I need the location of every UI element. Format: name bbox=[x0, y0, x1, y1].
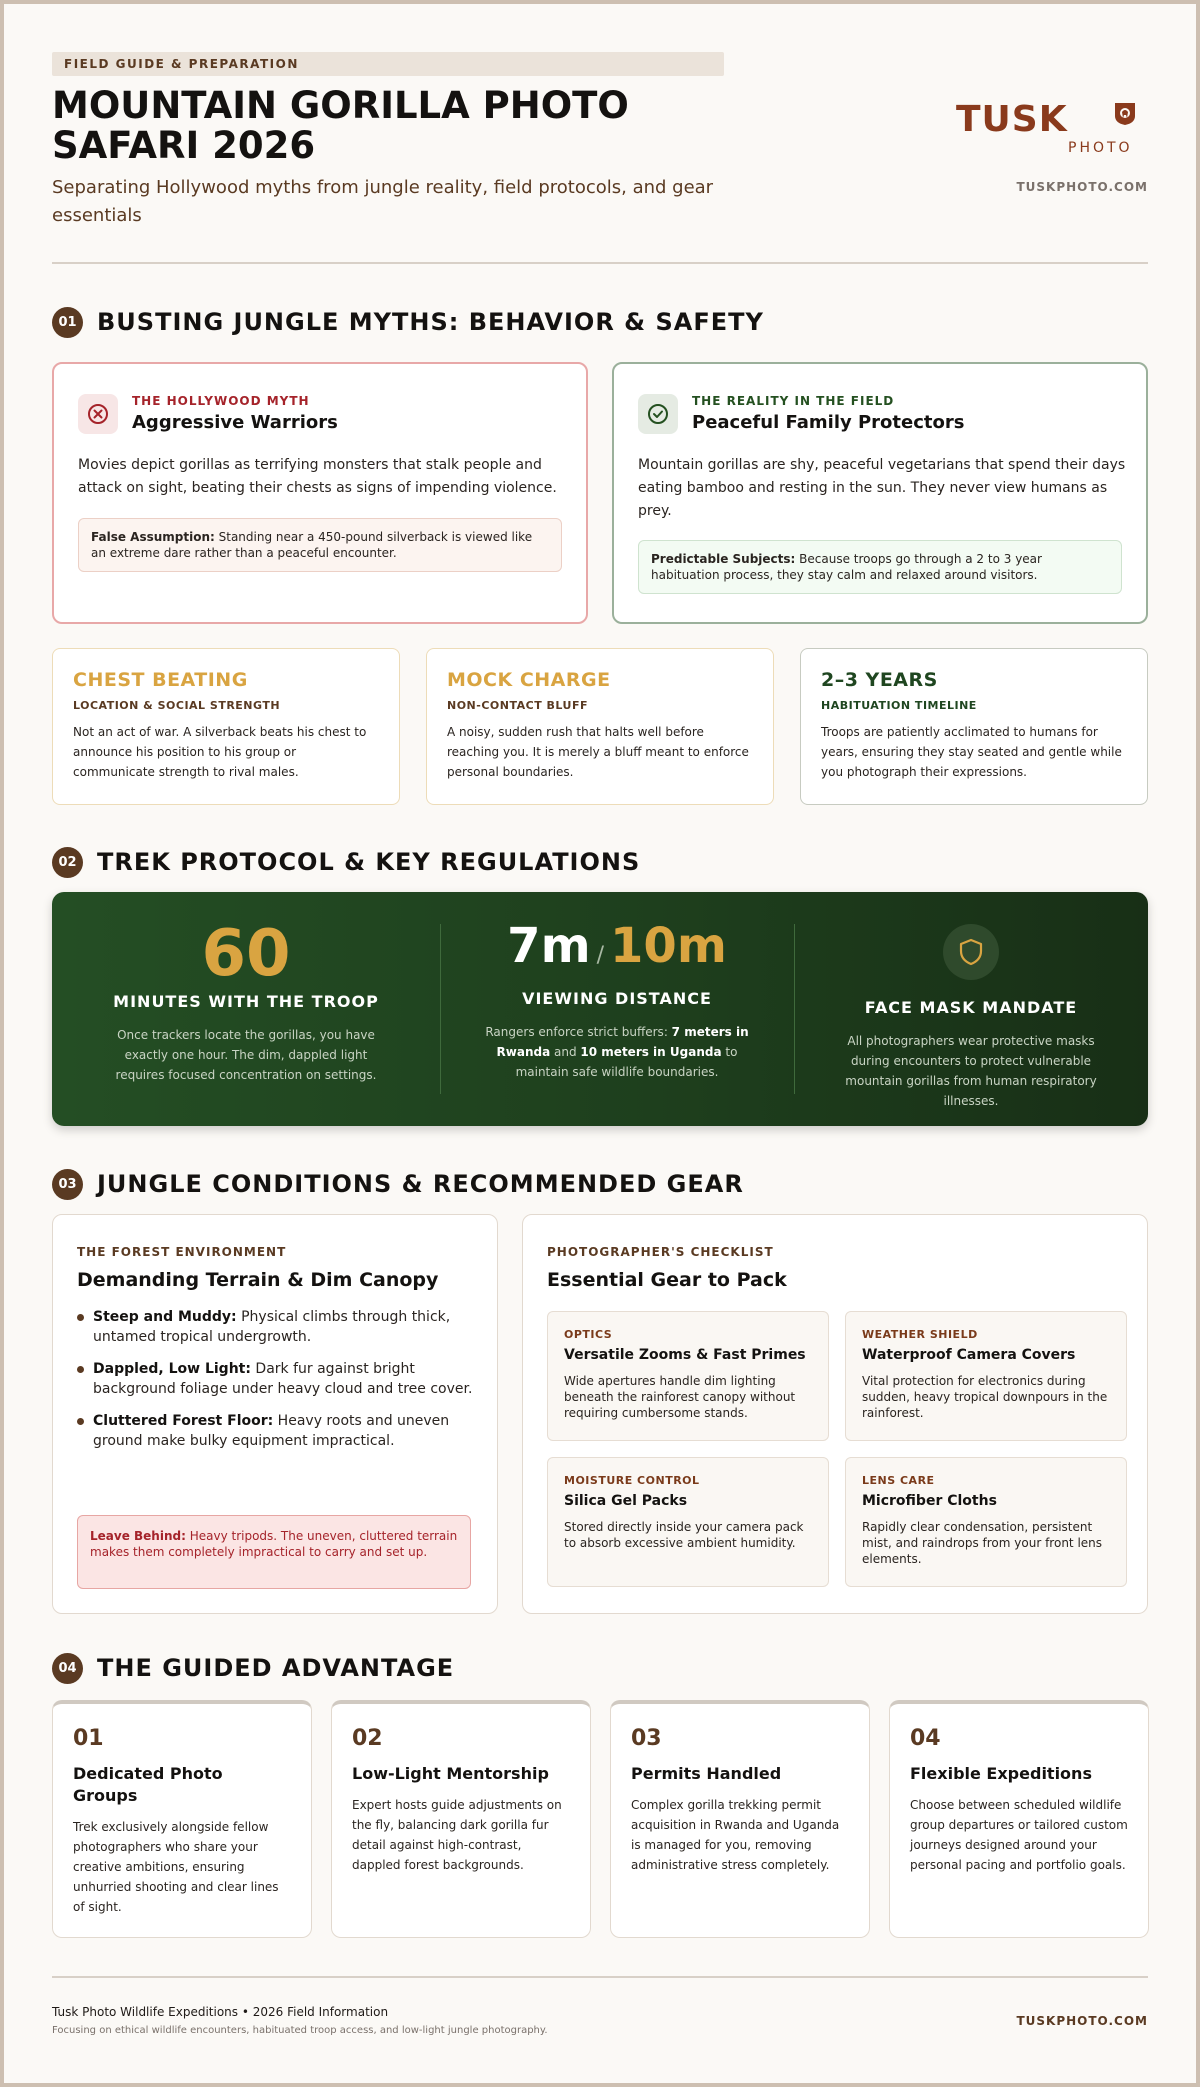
advantage-number: 02 bbox=[352, 1726, 383, 1751]
gear-item-desc: Vital protection for electronics during sudden, heavy tropical downpours in the rainforest. bbox=[862, 1374, 1108, 1420]
logo-subword: PHOTO bbox=[1068, 140, 1133, 156]
section-number: 01 bbox=[52, 307, 83, 338]
advantage-body: Expert hosts guide adjustments on the fly, balancing dark gorilla fur detail against high-contrast, dappled forest backgrounds. bbox=[352, 1798, 562, 1872]
myth-note-text: Standing near a 450-pound silverback is viewed like an extreme dare rather than a peaceful encounter. bbox=[91, 530, 533, 560]
protocol-mask bbox=[794, 892, 1148, 1126]
fact-body: Troops are patiently acclimated to humans for years, ensuring they stay seated and gentle while you photograph their expressions. bbox=[821, 725, 1122, 779]
gear-item-name: Versatile Zooms & Fast Primes bbox=[564, 1347, 806, 1363]
section-number: 04 bbox=[52, 1653, 83, 1684]
section-number: 02 bbox=[52, 847, 83, 878]
list-item bbox=[77, 1359, 473, 1399]
environment-title: Demanding Terrain & Dim Canopy bbox=[77, 1269, 439, 1291]
distance-text-3: to maintain safe wildlife boundaries. bbox=[515, 1045, 738, 1079]
list-item bbox=[77, 1411, 473, 1451]
site-url-bottom[interactable]: TUSKPHOTO.COM bbox=[1016, 2014, 1148, 2028]
gear-title: Essential Gear to Pack bbox=[547, 1269, 787, 1291]
gear-item-desc: Stored directly inside your camera pack to absorb excessive ambient humidity. bbox=[564, 1520, 804, 1550]
divider bbox=[52, 262, 1148, 264]
gear-item-weather bbox=[845, 1311, 1127, 1441]
distance-text bbox=[479, 1022, 755, 1082]
advantage-number: 01 bbox=[73, 1726, 104, 1751]
gear-item-tag: MOISTURE CONTROL bbox=[564, 1474, 700, 1487]
section-heading-protocol bbox=[52, 846, 640, 878]
kicker-label: FIELD GUIDE & PREPARATION bbox=[52, 52, 724, 76]
distance-text-1: Rangers enforce strict buffers: bbox=[485, 1025, 672, 1039]
fact-title: MOCK CHARGE bbox=[447, 669, 611, 691]
gear-item-moisture bbox=[547, 1457, 829, 1587]
page-subtitle: Separating Hollywood myths from jungle reality, field protocols, and gear essentials bbox=[52, 177, 714, 226]
leave-behind-label: Leave Behind: bbox=[90, 1529, 186, 1543]
bullet-text: Physical climbs through thick, untamed tropical undergrowth. bbox=[93, 1309, 451, 1345]
footer-line-1: Tusk Photo Wildlife Expeditions • 2026 Field Information bbox=[52, 2005, 389, 2019]
fact-body: A noisy, sudden rush that halts well before reaching you. It is merely a bluff meant to enforce personal boundaries. bbox=[447, 725, 749, 779]
gear-item-name: Waterproof Camera Covers bbox=[862, 1347, 1076, 1363]
reality-note-text: Because troops go through a 2 to 3 year habituation process, they stay calm and relaxed around visitors. bbox=[651, 552, 1042, 582]
section-number: 03 bbox=[52, 1169, 83, 1200]
distance-label: VIEWING DISTANCE bbox=[522, 989, 712, 1008]
bullet-bold: Dappled, Low Light: bbox=[93, 1361, 251, 1377]
advantage-body: Choose between scheduled wildlife group departures or tailored custom journeys designed around your personal pacing and portfolio goals. bbox=[910, 1798, 1128, 1872]
mask-label: FACE MASK MANDATE bbox=[864, 998, 1078, 1017]
fact-card-habituation bbox=[800, 648, 1148, 805]
advantage-title: Low-Light Mentorship bbox=[352, 1764, 549, 1783]
myth-tag: THE HOLLYWOOD MYTH bbox=[132, 394, 310, 408]
advantage-title: Dedicated Photo Groups bbox=[73, 1764, 223, 1805]
minutes-label: MINUTES WITH THE TROOP bbox=[113, 992, 379, 1011]
x-circle-icon bbox=[78, 394, 118, 434]
myth-card bbox=[52, 362, 588, 624]
reality-tag: THE REALITY IN THE FIELD bbox=[692, 394, 895, 408]
bullet-bold: Cluttered Forest Floor: bbox=[93, 1413, 274, 1429]
advantage-card bbox=[889, 1700, 1149, 1938]
protocol-distance bbox=[440, 892, 794, 1126]
gear-checklist-card bbox=[522, 1214, 1148, 1614]
leave-behind-text: Heavy tripods. The uneven, cluttered terrain makes them completely impractical to carry and set up. bbox=[90, 1529, 458, 1559]
advantage-card bbox=[331, 1700, 591, 1938]
gear-tag: PHOTOGRAPHER'S CHECKLIST bbox=[547, 1245, 774, 1259]
environment-tag: THE FOREST ENVIRONMENT bbox=[77, 1245, 287, 1259]
shield-icon bbox=[943, 924, 999, 980]
tusk-photo-logo[interactable] bbox=[956, 100, 1146, 164]
protocol-band bbox=[52, 892, 1148, 1126]
gear-item-desc: Rapidly clear condensation, persistent mist, and raindrops from your front lens elements. bbox=[862, 1520, 1103, 1566]
page-title: MOUNTAIN GORILLA PHOTO SAFARI 2026 bbox=[52, 84, 629, 167]
distance-text-2: and bbox=[550, 1045, 581, 1059]
list-item bbox=[77, 1307, 473, 1347]
fact-body: Not an act of war. A silverback beats his chest to announce his position to his group or communicate strength to rival males. bbox=[73, 725, 367, 779]
section-heading-myths bbox=[52, 306, 764, 338]
fact-subtitle: NON-CONTACT BLUFF bbox=[447, 699, 588, 712]
fact-title: 2–3 YEARS bbox=[821, 669, 938, 691]
reality-note-label: Predictable Subjects: bbox=[651, 552, 796, 566]
distance-uganda-value: 10m bbox=[610, 918, 727, 974]
section-title: TREK PROTOCOL & KEY REGULATIONS bbox=[97, 848, 641, 876]
fact-title: CHEST BEATING bbox=[73, 669, 248, 691]
mask-text: All photographers wear protective masks during encounters to protect vulnerable mountain gorillas from human respiratory illnesses. bbox=[845, 1034, 1097, 1108]
gear-item-desc: Wide apertures handle dim lighting beneath the rainforest canopy without requiring cumbersome stands. bbox=[564, 1374, 796, 1420]
logo-wordmark: TUSK bbox=[956, 99, 1068, 140]
bullet-text: Dark fur against bright background foliage under heavy cloud and tree cover. bbox=[93, 1361, 473, 1397]
elephant-badge-icon bbox=[1114, 102, 1136, 126]
gear-item-optics bbox=[547, 1311, 829, 1441]
myth-heading: Aggressive Warriors bbox=[132, 412, 338, 433]
advantage-card bbox=[52, 1700, 312, 1938]
advantage-body: Complex gorilla trekking permit acquisition in Rwanda and Uganda is managed for you, removing administrative stress completely. bbox=[631, 1798, 840, 1872]
gear-item-tag: OPTICS bbox=[564, 1328, 613, 1341]
section-heading-advantage bbox=[52, 1652, 454, 1684]
bullet-text: Heavy roots and uneven ground make bulky equipment impractical. bbox=[93, 1413, 450, 1449]
section-title: THE GUIDED ADVANTAGE bbox=[97, 1654, 455, 1682]
distance-bold-uganda: 10 meters in Uganda bbox=[580, 1045, 722, 1059]
site-url-top[interactable]: TUSKPHOTO.COM bbox=[1016, 180, 1148, 194]
advantage-title: Permits Handled bbox=[631, 1764, 782, 1783]
reality-card bbox=[612, 362, 1148, 624]
section-title: JUNGLE CONDITIONS & RECOMMENDED GEAR bbox=[97, 1170, 744, 1198]
fact-card-chest-beating bbox=[52, 648, 400, 805]
section-title: BUSTING JUNGLE MYTHS: BEHAVIOR & SAFETY bbox=[97, 308, 764, 336]
divider bbox=[52, 1976, 1148, 1978]
gear-item-tag: WEATHER SHIELD bbox=[862, 1328, 978, 1341]
check-circle-icon bbox=[638, 394, 678, 434]
myth-note bbox=[78, 518, 562, 572]
distance-bold-rwanda: 7 meters in Rwanda bbox=[496, 1025, 749, 1059]
environment-list bbox=[77, 1307, 473, 1451]
reality-heading: Peaceful Family Protectors bbox=[692, 412, 965, 433]
reality-note bbox=[638, 540, 1122, 594]
footer-line-2: Focusing on ethical wildlife encounters, habituated troop access, and low-light jungle photography. bbox=[52, 2025, 548, 2036]
distance-rwanda-value: 7m bbox=[507, 918, 591, 974]
advantage-title: Flexible Expeditions bbox=[910, 1764, 1092, 1783]
distance-slash: / bbox=[596, 943, 605, 968]
gear-item-lens-care bbox=[845, 1457, 1127, 1587]
reality-body: Mountain gorillas are shy, peaceful vegetarians that spend their days eating bamboo and resting in the sun. They never view humans as prey. bbox=[638, 457, 1126, 519]
advantage-body: Trek exclusively alongside fellow photographers who share your creative ambitions, ensuring unhurried shooting and clear lines of sight. bbox=[73, 1820, 279, 1914]
fact-subtitle: LOCATION & SOCIAL STRENGTH bbox=[73, 699, 281, 712]
advantage-number: 04 bbox=[910, 1726, 941, 1751]
page bbox=[4, 4, 1196, 2083]
distance-values bbox=[440, 918, 794, 985]
leave-behind-note bbox=[77, 1515, 471, 1589]
advantage-number: 03 bbox=[631, 1726, 662, 1751]
minutes-value: 60 bbox=[201, 917, 291, 991]
section-heading-conditions bbox=[52, 1168, 744, 1200]
bullet-bold: Steep and Muddy: bbox=[93, 1309, 237, 1325]
myth-body: Movies depict gorillas as terrifying monsters that stalk people and attack on sight, beating their chests as signs of impending violence. bbox=[78, 457, 557, 496]
fact-card-mock-charge bbox=[426, 648, 774, 805]
forest-environment-card bbox=[52, 1214, 498, 1614]
gear-item-name: Silica Gel Packs bbox=[564, 1493, 688, 1509]
advantage-card bbox=[610, 1700, 870, 1938]
myth-note-label: False Assumption: bbox=[91, 530, 215, 544]
gear-item-tag: LENS CARE bbox=[862, 1474, 935, 1487]
gear-item-name: Microfiber Cloths bbox=[862, 1493, 997, 1509]
protocol-minutes bbox=[52, 892, 440, 1126]
fact-subtitle: HABITUATION TIMELINE bbox=[821, 699, 977, 712]
minutes-text: Once trackers locate the gorillas, you have exactly one hour. The dim, dappled light requires focused concentration on settings. bbox=[115, 1028, 377, 1082]
